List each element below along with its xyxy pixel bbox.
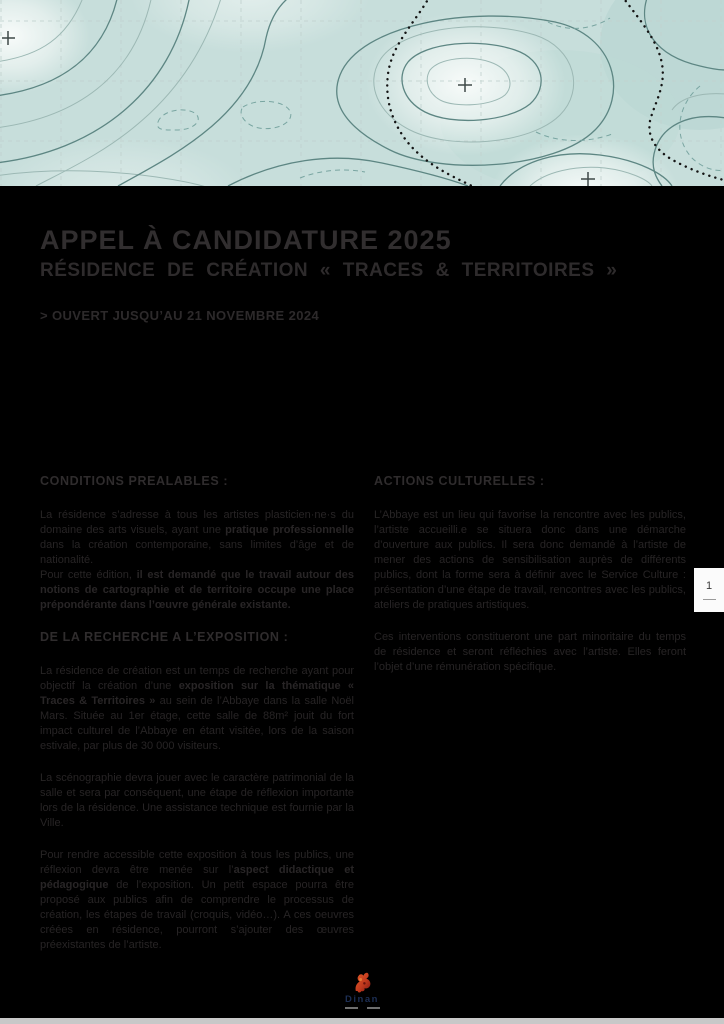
paragraph: La scénographie devra jouer avec le caractère patrimonial de la salle et sera par conséquent, une étape de réflexion importante lors de la résidence. Une assistance technique est fournie par la Ville. bbox=[40, 772, 354, 829]
section-recherche-exposition bbox=[40, 630, 354, 953]
paragraph: Pour rendre accessible cette exposition à tous les publics, une réflexion devra être menée sur l’aspect didactique et pédagogique de l’exposition. Un petit espace pourra être proposé aux publics afin de comprendre le processus de création, les étapes de travail (croquis, vidéo…). A ces oeuvres créées en résidence, pourront s’ajouter des œuvres préexistantes de l’artiste. bbox=[40, 849, 354, 951]
right-column bbox=[374, 474, 686, 692]
page-number-underline bbox=[703, 599, 716, 600]
page-number: 1 bbox=[705, 579, 713, 592]
section-heading: DE LA RECHERCHE A L’EXPOSITION : bbox=[40, 630, 289, 644]
bottom-page-edge bbox=[0, 1018, 724, 1024]
paragraph: La résidence de création est un temps de recherche ayant pour objectif la création d’une exposition sur la thématique « Traces & Territoires » au sein de l’Abbaye dans la salle Noël Mars. Située au 1er étage, cette salle de 88m² jouit du fort impact culturel de l’Abbaye en étant visitée, lors de la saison estivale, par plus de 30 000 visiteurs. bbox=[40, 665, 354, 752]
paragraph: La résidence s’adresse à tous les artistes plasticien·ne·s du domaine des arts visuels, ayant une pratique professionnelle dans la création contemporaine, sans limites d’âge et de nationalité. Pour cette édition, il est demandé que le travail autour des notions de cartographie et de territoire occupe une place prépondérante dans l’œuvre générale existante. bbox=[40, 509, 355, 611]
page-number-tab bbox=[694, 568, 724, 612]
page-subtitle: RÉSIDENCE DE CRÉATION « TRACES & TERRITOIRES » bbox=[40, 260, 618, 281]
left-column bbox=[40, 474, 354, 970]
city-logo-dashes bbox=[345, 1007, 380, 1009]
deadline-text: > OUVERT JUSQU’AU 21 NOVEMBRE 2024 bbox=[40, 308, 320, 323]
section-heading: ACTIONS CULTURELLES : bbox=[374, 474, 545, 488]
title-block bbox=[40, 226, 700, 323]
page-title: APPEL À CANDIDATURE 2025 bbox=[40, 225, 452, 255]
topographic-map-banner bbox=[0, 0, 724, 186]
paragraph: L’Abbaye est un lieu qui favorise la rencontre avec les publics, l’artiste accueilli.e se situera donc dans une démarche d’ouverture aux publics. Il sera donc demandé à l’artiste de mener des actions de sensibilisation auprès de différents publics, dont la forme sera à définir avec le Service Culture : présentation d’une étape de travail, rencontres avec les publics, ateliers de pratiques artistiques. bbox=[374, 509, 686, 611]
paragraph: Ces interventions constitueront une part minoritaire du temps de résidence et seront réfléchies avec l’artiste. Elles feront l’objet d’une rémunération spécifique. bbox=[374, 631, 686, 673]
section-conditions-prealables bbox=[40, 474, 354, 613]
city-logo-text: Dinan bbox=[345, 994, 379, 1005]
section-actions-culturelles bbox=[374, 474, 686, 675]
city-logo bbox=[0, 968, 724, 1009]
section-heading: CONDITIONS PREALABLES : bbox=[40, 474, 229, 488]
city-coat-of-arms-icon bbox=[351, 968, 374, 993]
topographic-map bbox=[0, 0, 724, 186]
